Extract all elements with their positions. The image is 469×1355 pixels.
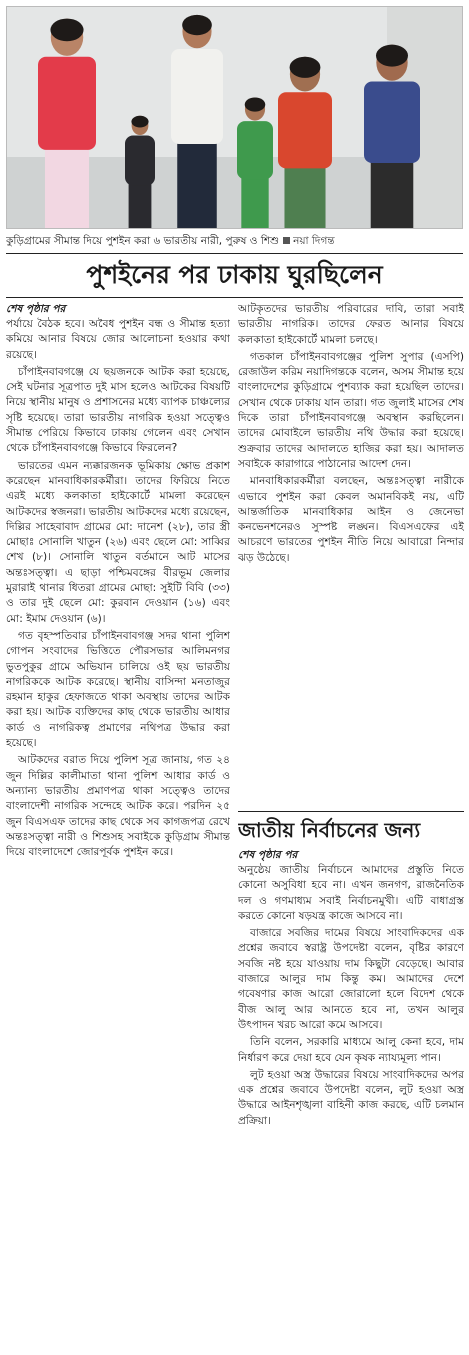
left-paragraph: গত বৃহস্পতিবার চাঁপাইনবাবগঞ্জ সদর থানা পুলিশ গোপন সংবাদের ভিত্তিতে পৌরসভার আলিমনগর ভুতপুকুর গ্রামে অভিযান চালিয়ে ওই ছয় ভারতীয় নাগরিককে আটক করেছে। স্থানীয় বাসিন্দা মনতাজুর রহমান হাকুর হেফাজতে থাকা অবস্থায় তাদের আটক করা হয়। আটক ব্যক্তিদের কাছ থেকে ভারতীয় আধার কার্ড ও নাগরিকত্ব প্রমাণের নথিপত্র উদ্ধার করা হয়েছে। (6, 629, 230, 750)
right-paragraph: আটকৃতদের ভারতীয় পরিবারের দাবি, তারা সবাই ভারতীয় নাগরিক। তাদের ফেরত আনার বিষয়ে কলকাতা হাইকোর্টে মামলা চলছে। (238, 303, 464, 346)
second-story-kicker: শেষ পৃষ্ঠার পর (238, 849, 298, 861)
right-paragraph: গতকাল চাঁপাইনবাবগঞ্জের পুলিশ সুপার (এসপি) রেজাউল করিম নয়াদিগন্তকে বলেন, অসম সীমান্ত হয়ে বাংলাদেশের কুড়িগ্রামে পুশব্যাক করা হয়েছিল তাদের। সেখান থেকে ঢাকায় যান তারা। গত জুলাই মাসের শেষ দিকে তারা চাঁপাইনবাবগঞ্জে অবস্থান করছিলেন। তাদের মোবাইলে ভারতীয় নথি উদ্ধার করা হয়েছে। শুক্রবার তাদের আদালতে হাজির করা হয়। আদালত সবাইকে কারাগারে পাঠানোর আদেশ দেন। (238, 350, 464, 470)
left-kicker: শেষ পৃষ্ঠার পর (6, 303, 66, 315)
second-story-paragraph: বাজারে সবজির দামের বিষয়ে সাংবাদিকদের এক প্রশ্নের জবাবে স্বরাষ্ট্র উপদেষ্টা বলেন, বৃষ্টির কারণে সবজি নষ্ট হয়ে যাওয়ায় দাম কিছুটা বেড়েছে। আবার বাজারে আলুর দাম কিন্তু কম। আমাদের দেশে গবেষণার কাজ আরো জোরালো হলে বিদেশ থেকে বীজ আলু আর আনতে হবে না, তখন আলুর উৎপাদন খরচ আরো কমে আসবে। (238, 927, 464, 1031)
headline-bottom-rule (6, 297, 463, 298)
square-bullet-icon (283, 237, 290, 244)
main-headline: পুশইনের পর ঢাকায় ঘুরছিলেন (86, 260, 383, 289)
right-column (238, 302, 464, 807)
caption-source: নয়া দিগন্ত (293, 235, 335, 247)
right-paragraph: মানবাধিকারকর্মীরা বলছেন, অন্তঃসত্ত্বা নারীকে এভাবে পুশইন করা কেবল অমানবিকই নয়, এটি আন্তর্জাতিক মানবাধিকার আইন ও জেনেভা কনভেনশনেরও সুস্পষ্ট লঙ্ঘন। বিএসএফের এই আচরণে ভারতের পুশইন নীতি নিয়ে আবারো নিন্দার ঝড় উঠেছে। (238, 475, 464, 564)
second-story-paragraph: তিনি বলেন, সরকারি মাধ্যমে আলু কেনা হবে, দাম নির্ধারণ করে দেয়া হবে যেন কৃষক ন্যায্যমূল্য পান। (238, 1036, 464, 1064)
left-paragraph: চাঁপাইনবাবগঞ্জে যে ছয়জনকে আটক করা হয়েছে, সেই ঘটনার সূত্রপাত দুই মাস হলেও আটকের বিষয়টি নিয়ে স্থানীয় মানুষ ও প্রশাসনের মধ্যে ব্যাপক চাঞ্চল্যের সৃষ্টি হয়েছে। তারা ভারতীয় নাগরিক হওয়া সত্ত্বেও সীমান্ত পেরিয়ে কিভাবে ঢাকায় গেলেন এবং সেখান থেকে চাঁপাইনবাবগঞ্জে কিভাবে ফিরলেন? (6, 365, 230, 455)
second-story-column (238, 848, 464, 1348)
second-story-paragraph: অনুষ্ঠেয় জাতীয় নির্বাচনে আমাদের প্রস্তুতি নিতে কোনো অসুবিধা হবে না। এখন জনগণ, রাজনৈতিক দল ও গণমাধ্যম সবাই নির্বাচনমুখী। এটি বাধাগ্রস্ত করতে কোনো ষড়যন্ত্র কাজে আসবে না। (238, 864, 464, 922)
second-story-headline: জাতীয় নির্বাচনের জন্য (238, 818, 421, 842)
second-story-rule (238, 811, 464, 812)
second-story-paragraph: লুট হওয়া অস্ত্র উদ্ধারের বিষয়ে সাংবাদিকদের অপর এক প্রশ্নের জবাবে উপদেষ্টা বলেন, লুট হওয়া অস্ত্র উদ্ধারে আইনশৃঙ্খলা বাহিনী কাজ করছে, এটি চলমান প্রক্রিয়া। (238, 1068, 464, 1127)
left-paragraph: ভারতের এমন ন্যক্কারজনক ভূমিকায় ক্ষোভ প্রকাশ করেছেন মানবাধিকারকর্মীরা। তাদের ফিরিয়ে নিতে এরই মধ্যে কলকাতা হাইকোর্টে মামলা করেছেন আটকদের স্বজনরা। ভারতীয় আটকদের মধ্যে রয়েছেন, দিল্লির সাহেবাবাদ গ্রামের মো: দানেশ (২৮), তার স্ত্রী মোছাঃ সোনালি খাতুন (২৬) এবং ছেলে মো: সাব্বির শেখ (৮)। সোনালি খাতুন বর্তমানে আট মাসের অন্তঃসত্ত্বা। এ ছাড়া পশ্চিমবঙ্গের বীরভূম জেলার মুরারাই থানার ধিতরা গ্রামের মোছা: সুইটি বিবি (৩৩) ও তার দুই ছেলে মো: কুরবান দেওয়ান (১৬) এবং মো: ইমাম দেওয়ান (৬)। (6, 459, 230, 625)
headline-top-rule (6, 253, 463, 254)
left-paragraph: আটকদের বরাত দিয়ে পুলিশ সূত্র জানায়, গত ২৪ জুন দিল্লির কালীমাতা থানা পুলিশ আধার কার্ড ও অন্যান্য ভারতীয় প্রমাণপত্র থাকা সত্ত্বেও তাদের বাংলাদেশী নাগরিক সন্দেহে আটক করে। পরদিন ২৫ জুন বিএসএফ তাদের কাছ থেকে সব কাগজপত্র রেখে অন্তঃসত্ত্বা নারী ও শিশুসহ সবাইকে কুড়িগ্রাম সীমান্ত দিয়ে বাংলাদেশে জোরপূর্বক পুশইন করে। (6, 754, 230, 859)
photo-caption (6, 232, 463, 250)
news-photo (6, 6, 463, 229)
left-paragraph: পর্যায়ে বৈঠক হবে। অবৈধ পুশইন বন্ধ ও সীমান্ত হত্যা কমিয়ে আনার বিষয়ে জোর আলোচনা হওয়ার কথা রয়েছে। (6, 318, 230, 361)
left-column (6, 302, 230, 1350)
group-photo-illustration (7, 7, 463, 229)
caption-text: কুড়িগ্রামের সীমান্ত দিয়ে পুশইন করা ৬ ভারতীয় নারী, পুরুষ ও শিশু (6, 235, 280, 247)
